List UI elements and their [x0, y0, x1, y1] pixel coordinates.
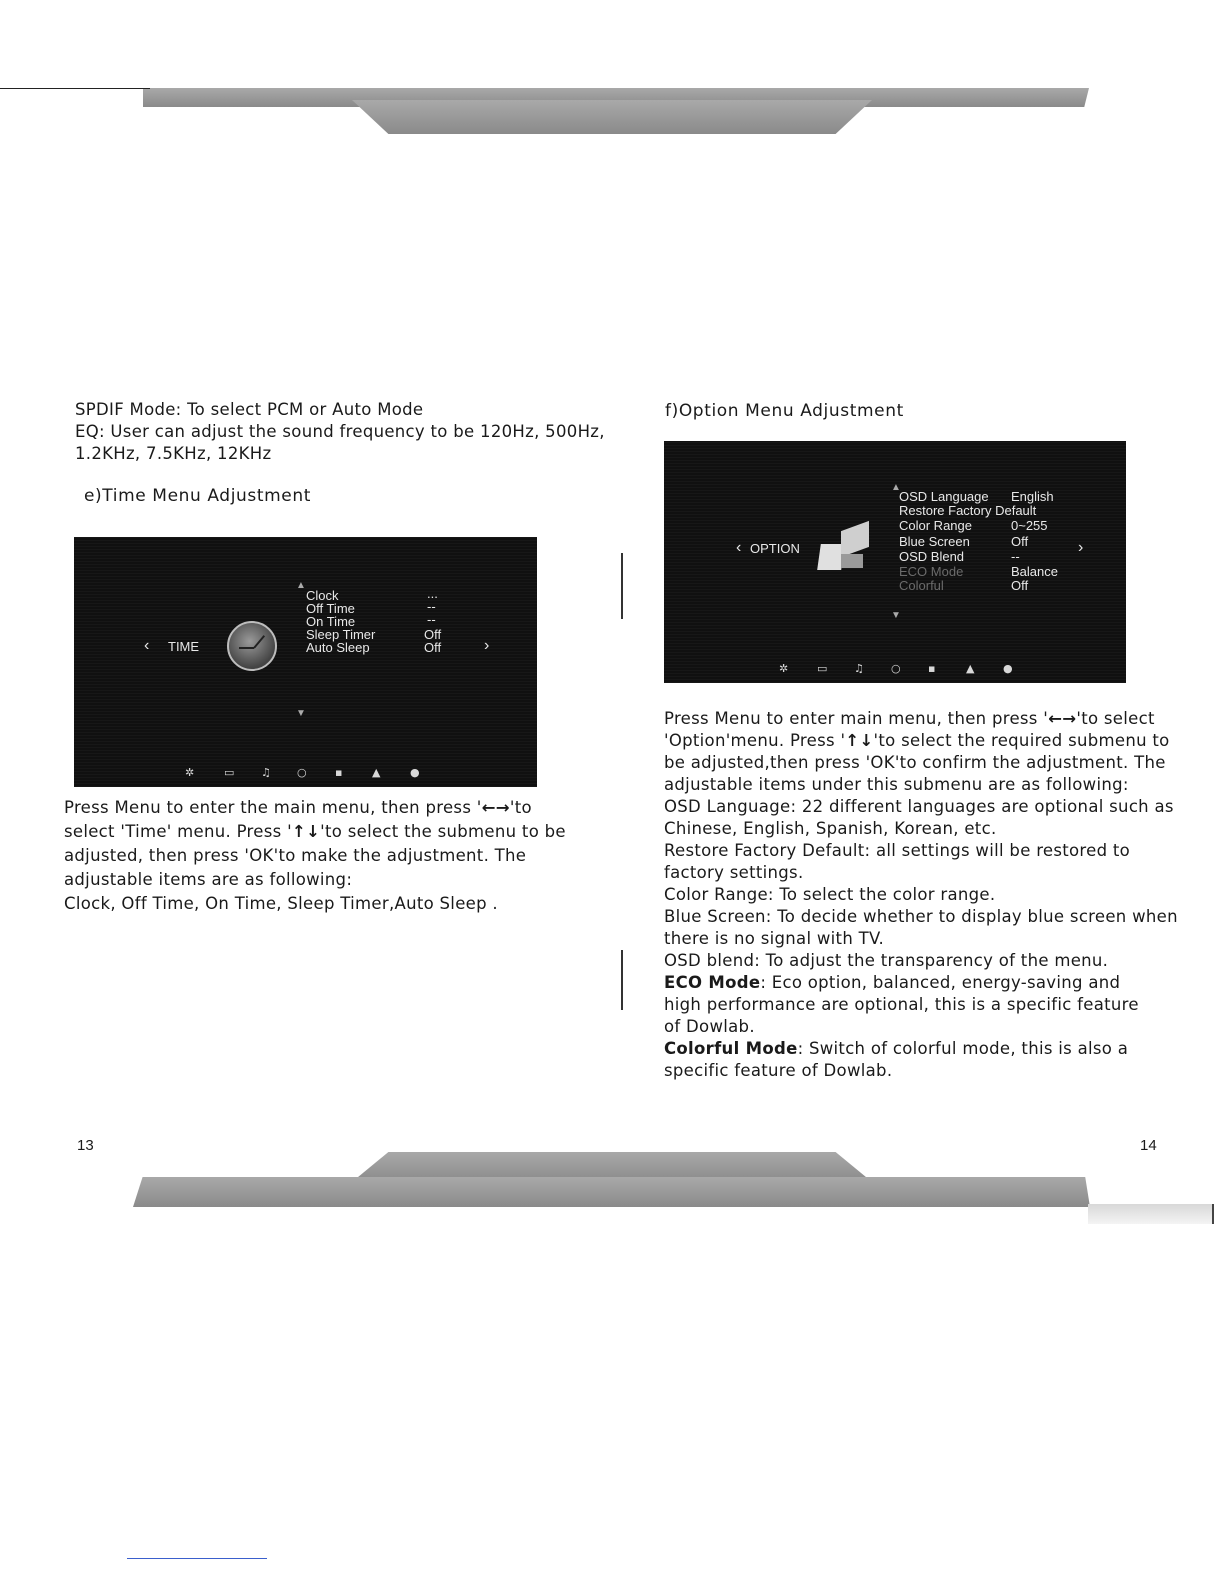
bottom-rule: [1088, 1204, 1214, 1224]
option-item-label: OSD Blend: [899, 549, 965, 564]
channel-icon: ▪: [928, 662, 936, 675]
option-item-label: Blue Screen: [899, 534, 970, 549]
option-menu-screen: [664, 441, 1126, 683]
picture-icon: ▭: [224, 766, 235, 779]
option-body-line: : Eco option, balanced, energy-saving and: [760, 973, 1121, 992]
option-body-line: there is no signal with TV.: [664, 929, 885, 948]
time-item-value: Off: [424, 627, 442, 642]
option-body-line: 'Option'menu. Press ': [664, 731, 846, 750]
option-body-line: of Dowlab.: [664, 1017, 755, 1036]
option-item-value: Off: [1011, 534, 1029, 549]
option-body-line: 'to select: [1076, 709, 1155, 728]
up-down-arrow-icon: ↑↓: [291, 822, 321, 841]
option-body-line: Color Range: To select the color range.: [664, 885, 996, 904]
lock-icon: ▲: [966, 662, 975, 675]
time-menu-label: TIME: [168, 639, 200, 654]
time-icon-bar: [74, 759, 537, 787]
option-body-line: high performance are optional, this is a specific feature: [664, 995, 1139, 1014]
time-body-line: Clock, Off Time, On Time, Sleep Timer,Auto Sleep .: [64, 894, 498, 913]
lock-icon: ▲: [372, 766, 381, 779]
page-number-left: 13: [77, 1137, 94, 1154]
up-down-arrow-icon: ↑↓: [845, 731, 874, 750]
time-item-label: Clock: [306, 588, 339, 603]
time-body-line: 'to: [509, 798, 532, 817]
time-item-value: ...: [427, 586, 438, 601]
settings-icon: ✲: [185, 766, 195, 779]
time-icon: ○: [297, 766, 307, 779]
time-body-line: select 'Time' menu. Press ': [64, 822, 292, 841]
option-body-line: Restore Factory Default: all settings will be restored to: [664, 841, 1131, 860]
top-rule: [0, 88, 150, 89]
time-right-chevron: ›: [484, 637, 490, 654]
clock-icon: [227, 621, 277, 671]
time-down-arrow: ▼: [296, 708, 306, 719]
time-body: [64, 796, 566, 916]
option-icon: ●: [410, 766, 420, 779]
eco-mode-label: ECO Mode: [664, 973, 761, 992]
option-body-line: adjustable items under this submenu are as following:: [664, 775, 1129, 794]
option-item-value: 0~255: [1011, 518, 1048, 533]
colorful-mode-label: Colorful Mode: [664, 1039, 798, 1058]
option-left-chevron: ‹: [736, 539, 742, 556]
option-body-line: 'to select the required submenu to: [873, 731, 1170, 750]
time-body-line: adjustable items are as following:: [64, 870, 353, 889]
option-icon-graphic: [819, 526, 871, 572]
option-icon: ●: [1003, 662, 1013, 675]
time-section-title: e)Time Menu Adjustment: [84, 486, 311, 506]
option-item-label: ECO Mode: [899, 564, 964, 579]
intro-line-1: SPDIF Mode: To select PCM or Auto Mode: [75, 400, 424, 419]
left-right-arrow-icon: ←→: [481, 798, 510, 817]
time-item-label: Sleep Timer: [306, 627, 376, 642]
option-down-arrow: ▼: [891, 610, 901, 621]
time-item-value: --: [427, 612, 436, 627]
option-body-line: Blue Screen: To decide whether to display blue screen when: [664, 907, 1178, 926]
time-item-value: --: [427, 599, 436, 614]
spine-mark: [621, 553, 623, 619]
option-right-chevron: ›: [1078, 539, 1084, 556]
option-menu-label: OPTION: [750, 541, 800, 556]
sound-icon: ♫: [261, 766, 271, 779]
page-number-right: 14: [1140, 1137, 1157, 1154]
option-icon-bar: [664, 655, 1126, 683]
option-body-line: Chinese, English, Spanish, Korean, etc.: [664, 819, 997, 838]
spine-mark: [621, 950, 623, 1010]
time-item-label: On Time: [306, 614, 356, 629]
time-body-line: Press Menu to enter the main menu, then press ': [64, 798, 482, 817]
top-band-tab: [352, 100, 872, 134]
option-item-value: English: [1011, 489, 1054, 504]
option-item-label: Restore Factory Default: [899, 503, 1037, 518]
option-item-label: OSD Language: [899, 489, 989, 504]
option-body-line: : Switch of colorful mode, this is also a: [797, 1039, 1129, 1058]
time-item-value: Off: [424, 640, 442, 655]
option-body: [664, 708, 1178, 1082]
time-body-line: adjusted, then press 'OK'to make the adjustment. The: [64, 846, 527, 865]
time-icon: ○: [891, 662, 901, 675]
option-item-value: Balance: [1011, 564, 1058, 579]
option-section-title: f)Option Menu Adjustment: [665, 401, 904, 421]
time-left-chevron: ‹: [144, 637, 150, 654]
channel-icon: ▪: [335, 766, 343, 779]
option-item-label: Colorful: [899, 578, 944, 593]
intro-line-3: 1.2KHz, 7.5KHz, 12KHz: [75, 444, 272, 463]
option-body-line: specific feature of Dowlab.: [664, 1061, 893, 1080]
option-body-line: be adjusted,then press 'OK'to confirm the adjustment. The: [664, 753, 1166, 772]
sound-icon: ♫: [854, 662, 864, 675]
option-item-value: --: [1011, 549, 1020, 564]
time-menu-screen: [74, 537, 537, 787]
picture-icon: ▭: [817, 662, 828, 675]
option-up-arrow: ▲: [891, 482, 901, 493]
option-body-line: OSD Language: 22 different languages are optional such as: [664, 797, 1174, 816]
option-item-value: Off: [1011, 578, 1029, 593]
option-body-line: Press Menu to enter main menu, then press ': [664, 709, 1049, 728]
time-body-line: 'to select the submenu to be: [320, 822, 566, 841]
left-right-arrow-icon: ←→: [1048, 709, 1077, 728]
footer-link-line: [127, 1558, 267, 1559]
time-item-label: Off Time: [306, 601, 355, 616]
intro-line-2: EQ: User can adjust the sound frequency to be 120Hz, 500Hz,: [75, 422, 605, 441]
time-up-arrow: ▲: [296, 580, 306, 591]
time-item-label: Auto Sleep: [306, 640, 370, 655]
option-body-line: factory settings.: [664, 863, 804, 882]
bottom-band: [133, 1177, 1090, 1207]
settings-icon: ✲: [779, 662, 789, 675]
option-item-label: Color Range: [899, 518, 972, 533]
option-body-line: OSD blend: To adjust the transparency of the menu.: [664, 951, 1109, 970]
